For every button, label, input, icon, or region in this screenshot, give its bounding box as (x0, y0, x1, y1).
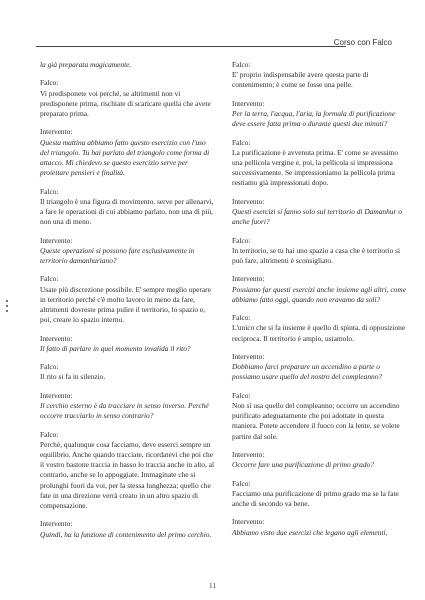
dialogue-block (232, 517, 407, 537)
dialogue-block (40, 391, 215, 422)
speaker-label: Falco: (232, 60, 251, 69)
dialogue-text: Quindi, ha la funzione di contenimento del primo cerchio. (40, 529, 212, 539)
dialogue-text: Dobbiamo farci preparare un accendino a parte o possiamo usare quello del nostro del compleanno? (232, 362, 383, 382)
dialogue-text: Abbiamo visto due esercizi che legano agli elementi, (232, 527, 388, 537)
dialogue-text: Il cerchio esterno è da tracciare in senso inverso. Perché occorre tracciarlo in senso contrario? (40, 400, 209, 421)
header-rule (36, 46, 346, 47)
binding-marks (6, 300, 9, 318)
dialogue-block (232, 99, 407, 130)
speaker-label: Falco: (232, 390, 251, 400)
speaker-label: Intervento: (40, 333, 73, 343)
dialogue-block (40, 519, 215, 539)
dialogue-block (232, 197, 407, 228)
dialogue-block (40, 274, 215, 325)
dialogue-block (40, 127, 215, 178)
dialogue-block (40, 236, 215, 267)
running-header-title: Corso con Falco (333, 38, 392, 47)
dialogue-block (232, 352, 407, 383)
dialogue-block (232, 450, 407, 470)
dialogue-block (40, 430, 215, 512)
speaker-label: Falco: (232, 235, 251, 245)
dialogue-block (40, 60, 215, 70)
dialogue-text: la già preparata magicamente. (40, 60, 132, 69)
speaker-label: Falco: (40, 362, 59, 372)
speaker-label: Falco: (232, 313, 251, 323)
speaker-label: Falco: (232, 478, 251, 488)
dialogue-text: E' proprio indispensabile avere questa parte di contenimento; è come se fosse una pelle. (232, 70, 369, 90)
dialogue-text: Per la terra, l'acqua, l'aria, la formula di purificazione deve essere fatta prima o durante questi due minuti? (232, 109, 396, 129)
speaker-label: Falco: (40, 78, 59, 88)
dialogue-block (232, 391, 407, 442)
speaker-label: Intervento: (40, 519, 73, 529)
speaker-label: Intervento: (232, 98, 265, 108)
dialogue-block (232, 313, 407, 344)
speaker-label: Falco: (40, 186, 59, 196)
speaker-label: Falco: (40, 274, 59, 284)
dialogue-block (40, 78, 215, 119)
dialogue-text: Usate più discrezione possibile. E' sempre meglio operare in territorio perché c'è molto lavoro in meno da fare, altrimenti dovreste prima pulire il territorio, lo spazio e, poi, creare lo spazio interno. (40, 284, 211, 325)
dialogue-text: Facciamo una purificazione di primo grado ma se la fate anche di secondo va bene. (232, 488, 399, 508)
dialogue-text: Perché, qualunque cosa facciamo, deve esserci sempre un equilibrio. Anche quando tracciate, ricordatevi che poi che il vostro bastone traccia in basso lo traccia anche in alto, al contrario, anche se lo appoggiate. Immaginate che si prolunghi fuori da voi, per la stessa lunghezza; quello che fate in una direzione verrà creato in un altro spazio di compensazione. (40, 439, 215, 510)
speaker-label: Intervento: (232, 351, 265, 361)
dialogue-block (232, 274, 407, 305)
dialogue-text: Questa mattina abbiamo fatto questo esercizio con l'uso del triangolo. Tu hai parlato del triangolo come forma di attacco. Mi chiedevo se questo esercizio serve per proiettare pensieri e finalità. (40, 137, 210, 178)
right-column (232, 60, 407, 546)
dialogue-text: Occorre fare una purificazione di primo grado? (232, 460, 374, 470)
dialogue-block (232, 479, 407, 510)
dialogue-text: Il rito si fa in silenzio. (40, 372, 106, 382)
dialogue-block (232, 236, 407, 267)
speaker-label: Falco: (40, 429, 59, 439)
page-number: 11 (208, 581, 217, 590)
dialogue-text: Vi predisponete voi perché, se altrimenti non vi predisponete prima, rischiate di scaricare quella che avete preparato prima. (40, 88, 211, 118)
dialogue-text: Non si usa quello del compleanno; occorre un accendino purificato adeguatamente che poi adottate in questa maniera. Potete accendere il fuoco con la lente, se volete partire dal sole. (232, 400, 400, 441)
dialogue-block (40, 187, 215, 228)
speaker-label: Falco: (232, 137, 251, 147)
dialogue-block (232, 138, 407, 189)
speaker-label: Intervento: (40, 127, 73, 137)
dialogue-block (232, 60, 407, 91)
dialogue-block (40, 334, 215, 354)
speaker-label: Intervento: (232, 196, 265, 206)
dialogue-text: La purificazione è avvenuta prima. E' come se avessimo una pellicola vergine e, poi, la pellicola si impressiona successivamente. Se impressioniamo la pellicola prima restiamo già impressionati dopo. (232, 147, 399, 188)
dialogue-text: Possiamo far questi esercizi anche insieme agli altri, come abbiamo fatto oggi, quando non eravamo da soli? (232, 284, 406, 304)
speaker-label: Intervento: (40, 390, 73, 400)
speaker-label: Intervento: (232, 274, 265, 284)
speaker-label: Intervento: (232, 449, 265, 459)
dialogue-text: Il fatto di parlare in quel momento invalida il rito? (40, 343, 191, 353)
left-column (40, 60, 215, 548)
dialogue-block (40, 362, 215, 382)
dialogue-text: L'unico che si fa insieme è quello di spinta, di opposizione reciproca. Il territorio è ampio, usiamolo. (232, 323, 406, 343)
dialogue-text: Questi esercizi si fanno solo sul territorio di Damanhur o anche fuori? (232, 207, 402, 227)
speaker-label: Intervento: (232, 517, 265, 527)
dialogue-text: In territorio, se tu hai uno spazio a casa che è territorio si può fare, altrimenti è sconsigliato. (232, 245, 401, 265)
dialogue-text: Queste operazioni si possono fare esclusivamente in territorio damanhuriano? (40, 245, 195, 265)
speaker-label: Intervento: (40, 235, 73, 245)
dialogue-text: Il triangolo è una figura di movimento, serve per allenarvi, a fare le operazioni di cui abbiamo parlato, non una di più, non una di meno. (40, 196, 214, 227)
